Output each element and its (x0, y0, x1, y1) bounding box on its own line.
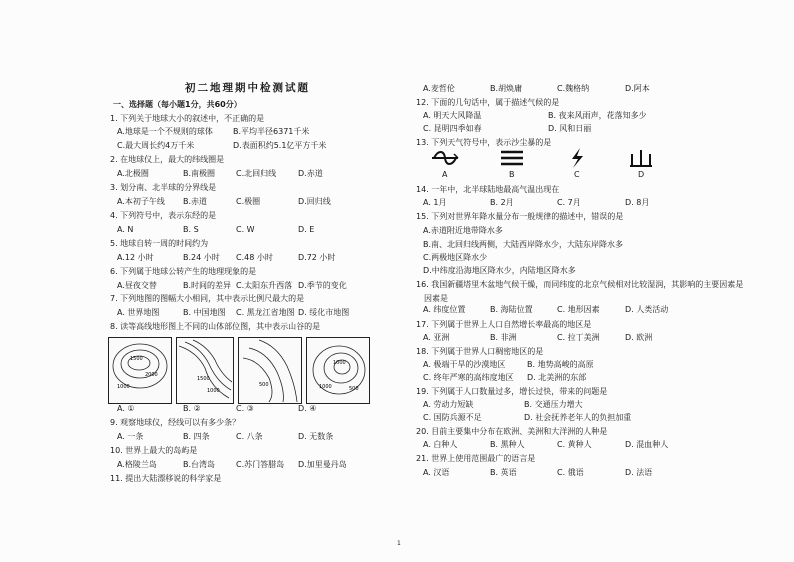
answer-option: B.时间的差异 (183, 281, 232, 290)
answer-option: A. 一条 (117, 432, 144, 441)
answer-option: C.48 小时 (236, 253, 273, 262)
answer-option: B.南、北回归线两侧，大陆西岸降水少，大陆东岸降水多 (423, 240, 624, 249)
answer-option: A. 世界地图 (117, 308, 160, 317)
question-text: 2. 在地球仪上，最大的纬线圈是 (110, 155, 225, 164)
answer-option: B. ② (183, 404, 201, 413)
question-text: 6. 下列属于地球公转产生的地理现象的是 (110, 267, 257, 276)
answer-option: D.赤道 (298, 169, 323, 178)
answer-option: B.胡焕庸 (490, 84, 523, 93)
page-number: 1 (397, 540, 401, 547)
contour-diagram-1 (108, 337, 172, 404)
question-text: 9. 观察地球仪，经线可以有多少条？ (110, 418, 241, 427)
fog-symbol-icon (497, 146, 527, 170)
answer-option: A. 1月 (423, 198, 447, 207)
answer-option: D. 人类活动 (625, 305, 669, 314)
question-text: 5. 地球自转一周的时间约为 (110, 239, 209, 248)
question-text: 18. 下列属于世界人口稠密地区的是 (416, 347, 544, 356)
contour-label: 2000 (145, 372, 158, 378)
answer-option: D.季节的变化 (298, 281, 347, 290)
contour-diagram-3 (238, 337, 302, 404)
question-text: 13. 下列天气符号中，表示沙尘暴的是 (416, 138, 552, 147)
mountain-symbol-icon (626, 146, 656, 170)
answer-option: D. 混血种人 (625, 440, 669, 449)
question-text: 4. 下列符号中，表示东经的是 (110, 211, 217, 220)
answer-option: D.加里曼丹岛 (298, 460, 347, 469)
answer-option: A. 明天大风降温 (423, 111, 482, 120)
page-title: 初二地理期中检测试题 (185, 82, 310, 94)
question-text: 7. 下列地图的图幅大小相同，其中表示比例尺最大的是 (110, 294, 305, 303)
answer-option: C. 国防兵源不足 (423, 413, 482, 422)
answer-option: C. 7月 (557, 198, 581, 207)
answer-option: C. 黄种人 (557, 440, 592, 449)
answer-option: A. N (117, 225, 134, 234)
answer-option: A.12 小时 (117, 253, 154, 262)
answer-option: B.台湾岛 (183, 460, 216, 469)
question-text: 17. 下列属于世界上人口自然增长率最高的地区是 (416, 320, 592, 329)
answer-option: C.极圈 (236, 197, 261, 206)
answer-option: A.昼夜交替 (117, 281, 157, 290)
question-text: 15. 下列对世界年降水量分布一般规律的描述中，错误的是 (416, 212, 624, 221)
answer-option: D. 绥化市地图 (298, 308, 350, 317)
weather-option-label: A (442, 170, 448, 179)
answer-option: D.回归线 (298, 197, 331, 206)
question-text: 16. 我国新疆塔里木盆地气候干燥，而同纬度的北京气候相对比较湿润，其影响的主要因素是 (416, 280, 744, 289)
contour-label: 1000 (207, 388, 220, 394)
contour-label: 500 (349, 386, 359, 392)
answer-option: B. 地势高峻的高原 (527, 360, 594, 369)
answer-option: C.太阳东升西落 (236, 281, 293, 290)
contour-diagram-4 (306, 337, 370, 404)
answer-option: C. 黑龙江省地图 (236, 308, 295, 317)
question-text: 3. 划分南、北半球的分界线是 (110, 183, 217, 192)
contour-label: 1000 (319, 384, 332, 390)
question-text: 11. 提出大陆漂移说的科学家是 (110, 474, 222, 483)
lightning-symbol-icon (562, 146, 592, 170)
answer-option: C.两极地区降水少 (423, 253, 488, 262)
answer-option: A.本初子午线 (117, 197, 165, 206)
answer-option: D. 风和日丽 (548, 124, 592, 133)
weather-option-label: B (509, 170, 515, 179)
answer-option: C. 拉丁美洲 (557, 333, 600, 342)
answer-option: C. ③ (236, 404, 254, 413)
answer-option: D.中纬度沿海地区降水少，内陆地区降水多 (423, 266, 576, 275)
answer-option: B.24 小时 (183, 253, 220, 262)
answer-option: D.阿本 (625, 84, 650, 93)
answer-option: A. ① (117, 404, 135, 413)
answer-option: B.平均半径6371千米 (233, 127, 310, 136)
answer-option: B. 2月 (490, 198, 514, 207)
question-text: 因素是 (424, 294, 448, 303)
answer-option: B. 非洲 (490, 333, 517, 342)
answer-option: A.格陵兰岛 (117, 460, 157, 469)
contour-label: 1500 (130, 356, 143, 362)
contour-label: 500 (259, 382, 269, 388)
answer-option: A. 亚洲 (423, 333, 450, 342)
answer-option: B. S (183, 225, 199, 234)
answer-option: A. 纬度位置 (423, 305, 466, 314)
answer-option: B. 黑种人 (490, 440, 525, 449)
answer-option: C.魏格纳 (557, 84, 590, 93)
answer-option: D. 社会抚养老年人的负担加重 (524, 413, 632, 422)
answer-option: D. 欧洲 (625, 333, 653, 342)
answer-option: D. 北美洲的东部 (527, 373, 587, 382)
answer-option: B.南极圈 (183, 169, 216, 178)
contour-label: 1500 (197, 376, 210, 382)
answer-option: D. ④ (298, 404, 317, 413)
answer-option: C. W (236, 225, 255, 234)
contour-label: 1000 (333, 360, 346, 366)
answer-option: A.北极圈 (117, 169, 149, 178)
weather-option-label: D (638, 170, 645, 179)
contour-diagram-2 (176, 337, 234, 404)
answer-option: B. 夜来风雨声，花落知多少 (548, 111, 647, 120)
answer-option: D. E (298, 225, 315, 234)
answer-option: C.最大周长约4万千米 (117, 141, 195, 150)
answer-option: A. 汉语 (423, 468, 450, 477)
answer-option: A.赤道附近地带降水多 (423, 226, 503, 235)
answer-option: A.地球是一个不规则的球体 (117, 127, 213, 136)
answer-option: D. 8月 (625, 198, 650, 207)
question-text: 8. 读等高线地形图上不同的山体部位图，其中表示山谷的是 (110, 322, 321, 331)
answer-option: B. 交通压力增大 (524, 400, 583, 409)
answer-option: C. 地形因素 (557, 305, 600, 314)
answer-option: D. 无数条 (298, 432, 334, 441)
answer-option: C. 昆明四季如春 (423, 124, 482, 133)
answer-option: A.麦哲伦 (423, 84, 455, 93)
answer-option: A. 白种人 (423, 440, 458, 449)
answer-option: B. 海陆位置 (490, 305, 533, 314)
answer-option: C. 八条 (236, 432, 263, 441)
answer-option: C. 俄语 (557, 468, 584, 477)
answer-option: B. 四条 (183, 432, 210, 441)
answer-option: B. 中国地图 (183, 308, 226, 317)
question-text: 1. 下列关于地球大小的叙述中，不正确的是 (110, 114, 265, 123)
question-text: 10. 世界上最大的岛屿是 (110, 446, 198, 455)
sandstorm-symbol-icon (430, 146, 460, 170)
section-heading: 一、选择题（每小题1分，共60分） (113, 100, 242, 109)
answer-option: D.72 小时 (298, 253, 336, 262)
answer-option: C.苏门答腊岛 (236, 460, 285, 469)
question-text: 20. 目前主要集中分布在欧洲、美洲和大洋洲的人种是 (416, 427, 608, 436)
answer-option: D. 法语 (625, 468, 653, 477)
answer-option: B.赤道 (183, 197, 208, 206)
answer-option: C. 终年严寒的高纬度地区 (423, 373, 514, 382)
answer-option: A. 劳动力短缺 (423, 400, 474, 409)
answer-option: D.表面积约5.1亿平方千米 (233, 141, 327, 150)
question-text: 19. 下列属于人口数量过多，增长过快，带来的问题是 (416, 387, 608, 396)
question-text: 14. 一年中，北半球陆地最高气温出现在 (416, 185, 560, 194)
weather-option-label: C (574, 170, 580, 179)
question-text: 21. 世界上使用范围最广的语言是 (416, 454, 536, 463)
answer-option: B. 英语 (490, 468, 517, 477)
question-text: 12. 下面的几句话中，属于描述气候的是 (416, 98, 560, 107)
answer-option: A. 极端干旱的沙漠地区 (423, 360, 506, 369)
contour-label: 1000 (117, 384, 130, 390)
answer-option: C.北回归线 (236, 169, 277, 178)
